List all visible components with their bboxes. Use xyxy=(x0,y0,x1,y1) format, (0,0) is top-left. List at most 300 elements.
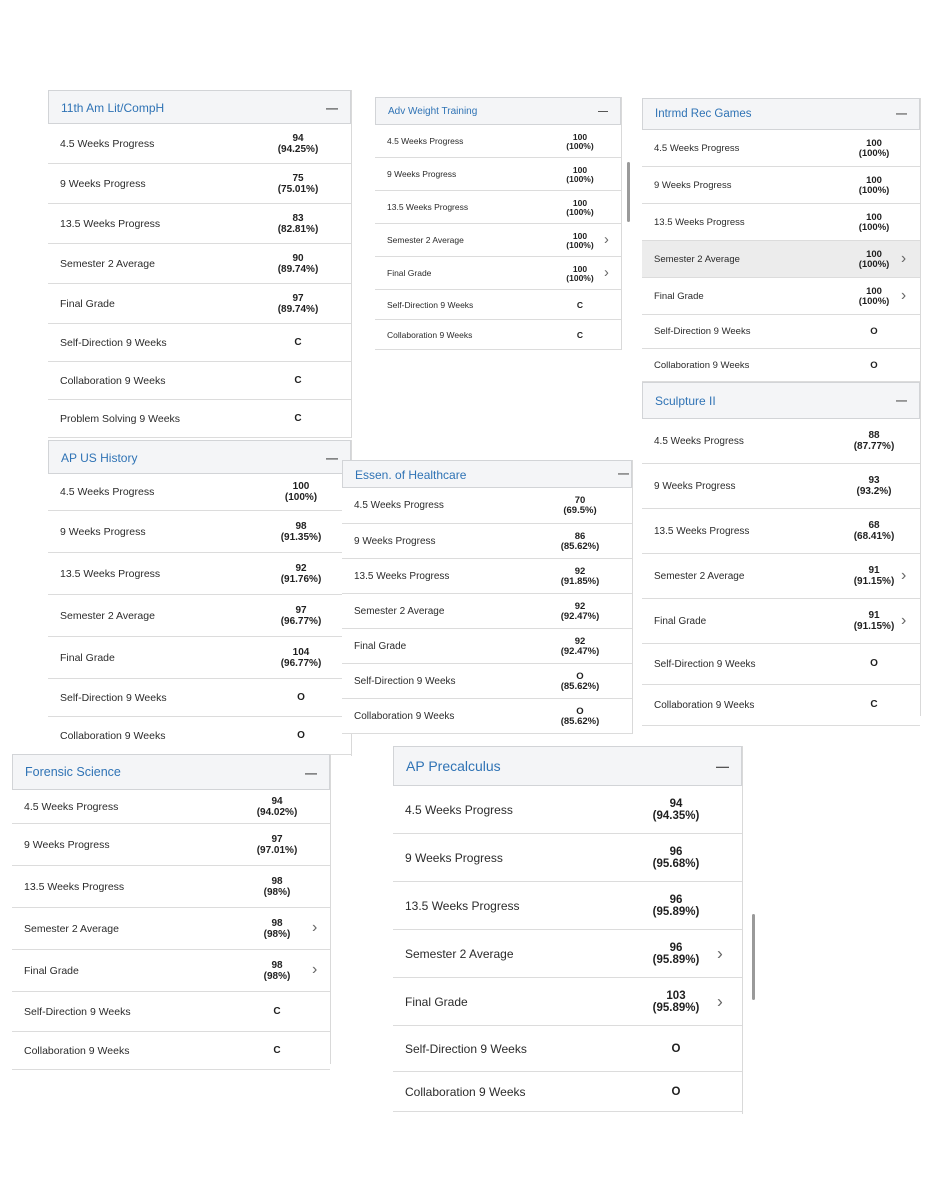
collapse-icon[interactable]: — xyxy=(716,759,729,774)
grade-value xyxy=(266,522,336,543)
grade-percent: (91.76%) xyxy=(280,573,322,585)
grade-percent: (100%) xyxy=(858,184,890,196)
grade-period-label: Final Grade xyxy=(654,616,707,627)
grade-period-label: Problem Solving 9 Weeks xyxy=(60,413,181,425)
grade-number: 100 xyxy=(866,138,882,149)
grade-percent: (100%) xyxy=(858,147,890,159)
grade-number: 91 xyxy=(868,610,880,621)
course-header[interactable] xyxy=(48,440,351,474)
course-card-sculpture xyxy=(642,382,921,716)
grade-row[interactable] xyxy=(342,559,632,594)
grade-period-label: Collaboration 9 Weeks xyxy=(387,330,473,340)
grade-row[interactable] xyxy=(642,315,920,349)
grade-value xyxy=(545,532,615,552)
grade-value xyxy=(839,566,909,587)
grade-number: 92 xyxy=(295,563,307,574)
grade-value xyxy=(545,133,615,151)
grade-value xyxy=(242,877,312,898)
grade-row[interactable] xyxy=(12,908,330,950)
grade-value xyxy=(839,476,909,497)
grade-period-label: 4.5 Weeks Progress xyxy=(60,486,155,498)
grade-number: C xyxy=(273,1006,281,1017)
grade-value xyxy=(545,567,615,587)
grade-number: 98 xyxy=(295,521,307,532)
grade-period-label: 13.5 Weeks Progress xyxy=(60,568,161,580)
grade-value xyxy=(242,919,312,940)
grade-value xyxy=(839,521,909,542)
grade-period-label: Final Grade xyxy=(387,268,432,278)
grade-row[interactable] xyxy=(642,278,920,315)
grade-percent: (100%) xyxy=(858,258,890,270)
grade-number: 98 xyxy=(271,876,283,887)
grade-row[interactable] xyxy=(12,950,330,992)
course-card-healthcare xyxy=(342,460,633,734)
grade-period-label: 13.5 Weeks Progress xyxy=(24,881,125,893)
chevron-right-icon[interactable]: › xyxy=(604,232,609,248)
grade-number: O xyxy=(870,360,878,371)
grade-number: 103 xyxy=(666,990,686,1002)
grade-row[interactable] xyxy=(48,717,351,755)
grade-row[interactable] xyxy=(642,419,920,464)
grade-value xyxy=(839,700,909,711)
grade-value xyxy=(839,361,909,371)
grade-row[interactable] xyxy=(393,834,742,882)
grade-percent: (94.02%) xyxy=(256,806,298,818)
grade-period-label: 4.5 Weeks Progress xyxy=(405,803,513,817)
chevron-right-icon[interactable]: › xyxy=(901,250,907,267)
grade-percent: (85.62%) xyxy=(560,540,600,552)
grade-row[interactable] xyxy=(393,882,742,930)
grade-value xyxy=(641,942,711,966)
grade-percent: (98%) xyxy=(263,928,291,940)
grade-period-label: Self-Direction 9 Weeks xyxy=(654,659,756,670)
grade-percent: (85.62%) xyxy=(560,680,600,692)
grade-period-label: Final Grade xyxy=(60,652,115,664)
grade-period-label: 4.5 Weeks Progress xyxy=(387,136,464,146)
grade-period-label: Collaboration 9 Weeks xyxy=(654,700,755,711)
grade-row[interactable] xyxy=(48,362,351,400)
course-card-us-history xyxy=(48,440,352,756)
grade-row[interactable] xyxy=(642,554,920,599)
grade-percent: (91.15%) xyxy=(853,620,895,632)
chevron-right-icon[interactable]: › xyxy=(901,287,907,304)
grade-number: 100 xyxy=(292,481,310,492)
grade-row[interactable] xyxy=(48,511,351,553)
chevron-right-icon[interactable]: › xyxy=(901,567,907,584)
grade-number: O xyxy=(671,1086,681,1098)
course-title[interactable]: Intrmd Rec Games xyxy=(655,108,752,120)
grade-period-label: 9 Weeks Progress xyxy=(405,851,503,865)
grade-row[interactable] xyxy=(12,866,330,908)
grade-row[interactable] xyxy=(642,644,920,685)
grade-row[interactable] xyxy=(375,320,621,350)
grade-number: 70 xyxy=(574,495,586,506)
grade-period-label: 9 Weeks Progress xyxy=(387,169,457,179)
grade-number: C xyxy=(294,375,302,386)
grade-value xyxy=(263,376,333,387)
grade-row[interactable] xyxy=(642,685,920,726)
grade-row[interactable] xyxy=(393,930,742,978)
grade-period-label: Collaboration 9 Weeks xyxy=(24,1045,130,1057)
grade-percent: (94.25%) xyxy=(277,143,319,155)
grade-value xyxy=(263,294,333,315)
grade-percent: (100%) xyxy=(284,491,318,503)
grade-period-label: 4.5 Weeks Progress xyxy=(24,801,119,813)
grade-period-label: 9 Weeks Progress xyxy=(24,839,110,851)
course-header[interactable] xyxy=(393,746,742,786)
course-header[interactable] xyxy=(48,90,351,124)
grade-number: 97 xyxy=(295,605,307,616)
grade-row[interactable] xyxy=(342,594,632,629)
grade-row[interactable] xyxy=(393,1026,742,1072)
grade-row[interactable] xyxy=(375,125,621,158)
grade-percent: (87.77%) xyxy=(853,440,895,452)
grade-number: 100 xyxy=(572,198,588,208)
collapse-icon[interactable]: — xyxy=(598,106,608,117)
course-header[interactable] xyxy=(642,382,920,419)
grade-percent: (100%) xyxy=(566,239,594,250)
grade-value xyxy=(266,648,336,669)
grade-row[interactable] xyxy=(48,284,351,324)
grade-row[interactable] xyxy=(642,167,920,204)
grade-number: O xyxy=(870,326,878,337)
grade-row[interactable] xyxy=(375,191,621,224)
grade-row[interactable] xyxy=(393,786,742,834)
grade-value xyxy=(263,414,333,425)
grade-period-label: Semester 2 Average xyxy=(60,610,155,622)
grade-period-label: 9 Weeks Progress xyxy=(654,180,732,191)
grade-number: C xyxy=(294,413,302,424)
grade-value xyxy=(641,846,711,870)
grade-percent: (85.62%) xyxy=(560,715,600,727)
grade-row[interactable] xyxy=(393,978,742,1026)
grade-value xyxy=(545,496,615,516)
grade-number: 75 xyxy=(292,173,304,184)
weight-training-scrollbar[interactable] xyxy=(627,162,630,222)
grade-row[interactable] xyxy=(48,204,351,244)
course-header[interactable] xyxy=(642,98,920,130)
grade-period-label: Semester 2 Average xyxy=(654,571,745,582)
grade-period-label: 9 Weeks Progress xyxy=(60,526,146,538)
grade-period-label: 9 Weeks Progress xyxy=(654,481,736,492)
grade-number: C xyxy=(576,330,584,340)
course-card-rec-games xyxy=(642,98,921,382)
grade-period-label: 4.5 Weeks Progress xyxy=(354,500,444,511)
grade-percent: (89.74%) xyxy=(277,303,319,315)
course-title[interactable]: 11th Am Lit/CompH xyxy=(61,101,165,115)
grade-percent: (100%) xyxy=(566,206,594,217)
grade-value xyxy=(839,659,909,670)
course-title[interactable]: AP Precalculus xyxy=(406,758,501,774)
grade-value xyxy=(266,482,336,503)
grade-period-label: Semester 2 Average xyxy=(60,258,155,270)
collapse-icon[interactable]: — xyxy=(326,101,338,115)
grade-period-label: 13.5 Weeks Progress xyxy=(354,571,450,582)
grade-value xyxy=(263,214,333,235)
grade-value xyxy=(263,338,333,349)
grade-percent: (92.47%) xyxy=(560,645,600,657)
grade-period-label: Final Grade xyxy=(405,995,468,1009)
grade-value xyxy=(839,327,909,337)
grade-number: 104 xyxy=(292,647,310,658)
grade-number: C xyxy=(870,699,878,710)
grade-period-label: 9 Weeks Progress xyxy=(354,536,436,547)
grade-number: 68 xyxy=(868,520,880,531)
grade-number: O xyxy=(671,1043,681,1055)
grade-percent: (100%) xyxy=(858,295,890,307)
grade-percent: (91.85%) xyxy=(560,575,600,587)
grade-period-label: Semester 2 Average xyxy=(354,606,445,617)
grade-period-label: 4.5 Weeks Progress xyxy=(654,436,744,447)
chevron-right-icon[interactable]: › xyxy=(312,961,318,978)
grade-value xyxy=(266,606,336,627)
grade-value xyxy=(545,602,615,622)
grade-value xyxy=(641,990,711,1014)
grade-number: 96 xyxy=(669,942,683,954)
grade-period-label: Self-Direction 9 Weeks xyxy=(654,326,751,337)
grade-value xyxy=(839,431,909,452)
grade-number: O xyxy=(297,692,305,703)
grade-row[interactable] xyxy=(642,509,920,554)
grade-number: 100 xyxy=(572,165,588,175)
grade-value xyxy=(545,331,615,340)
grade-period-label: Semester 2 Average xyxy=(24,923,119,935)
grade-number: 92 xyxy=(574,601,586,612)
grade-period-label: 13.5 Weeks Progress xyxy=(405,899,520,913)
grade-value xyxy=(545,199,615,217)
grade-number: 94 xyxy=(292,133,304,144)
grade-row[interactable] xyxy=(642,241,920,278)
grade-row[interactable] xyxy=(48,474,351,511)
grade-value xyxy=(263,254,333,275)
grade-percent: (95.89%) xyxy=(652,1002,700,1015)
grade-value xyxy=(242,1046,312,1057)
grade-number: 90 xyxy=(292,253,304,264)
collapse-icon[interactable]: — xyxy=(896,108,907,120)
grade-period-label: Collaboration 9 Weeks xyxy=(60,375,166,387)
grade-row[interactable] xyxy=(48,164,351,204)
grade-number: 94 xyxy=(669,798,683,810)
grade-period-label: 4.5 Weeks Progress xyxy=(654,143,740,154)
grade-percent: (95.68%) xyxy=(652,858,700,871)
grade-period-label: 4.5 Weeks Progress xyxy=(60,138,155,150)
grade-row[interactable] xyxy=(642,464,920,509)
course-title[interactable]: Sculpture II xyxy=(655,394,716,408)
grade-percent: (92.47%) xyxy=(560,610,600,622)
grade-row[interactable] xyxy=(48,324,351,362)
grade-number: 98 xyxy=(271,960,283,971)
grade-period-label: 13.5 Weeks Progress xyxy=(60,218,161,230)
grade-percent: (95.89%) xyxy=(652,954,700,967)
grade-value xyxy=(839,611,909,632)
grade-period-label: Final Grade xyxy=(354,641,407,652)
grade-period-label: Self-Direction 9 Weeks xyxy=(24,1006,131,1018)
grade-row[interactable] xyxy=(48,244,351,284)
grade-row[interactable] xyxy=(342,524,632,559)
grade-value xyxy=(266,731,336,742)
grade-row[interactable] xyxy=(342,664,632,699)
grade-row[interactable] xyxy=(642,599,920,644)
grade-number: 97 xyxy=(292,293,304,304)
grade-value xyxy=(641,894,711,918)
grade-percent: (100%) xyxy=(566,272,594,283)
grade-percent: (98%) xyxy=(263,970,291,982)
grade-row[interactable] xyxy=(48,637,351,679)
grade-number: 96 xyxy=(669,894,683,906)
grade-value xyxy=(266,564,336,585)
grade-value xyxy=(839,250,909,270)
grade-number: O xyxy=(870,658,878,669)
grade-percent: (95.89%) xyxy=(652,906,700,919)
grade-percent: (69.5%) xyxy=(563,504,597,516)
course-title[interactable]: Essen. of Healthcare xyxy=(355,468,467,482)
course-header[interactable] xyxy=(12,754,330,790)
grade-row[interactable] xyxy=(375,224,621,257)
grade-row[interactable] xyxy=(375,158,621,191)
grade-percent: (68.41%) xyxy=(853,530,895,542)
grade-number: C xyxy=(576,300,584,310)
grade-row[interactable] xyxy=(642,349,920,382)
grade-number: O xyxy=(297,730,305,741)
grade-row[interactable] xyxy=(48,124,351,164)
grade-row[interactable] xyxy=(342,488,632,524)
grade-percent: (100%) xyxy=(566,173,594,184)
grade-row[interactable] xyxy=(342,699,632,734)
precalculus-scrollbar[interactable] xyxy=(752,914,755,1000)
grade-number: O xyxy=(576,706,584,717)
grade-value xyxy=(242,961,312,982)
grade-value xyxy=(263,134,333,155)
grade-number: 100 xyxy=(572,231,588,241)
grade-row[interactable] xyxy=(642,130,920,167)
grade-period-label: 13.5 Weeks Progress xyxy=(387,202,469,212)
grade-number: 100 xyxy=(866,286,882,297)
grade-row[interactable] xyxy=(642,204,920,241)
collapse-icon[interactable]: — xyxy=(618,468,629,480)
grade-percent: (91.35%) xyxy=(280,531,322,543)
grade-number: 93 xyxy=(868,475,880,486)
grade-number: 100 xyxy=(572,264,588,274)
course-title[interactable]: Adv Weight Training xyxy=(388,106,478,117)
grade-value xyxy=(641,798,711,822)
grade-value xyxy=(266,693,336,704)
grade-number: 97 xyxy=(271,834,283,845)
grade-number: C xyxy=(273,1045,281,1056)
chevron-right-icon[interactable]: › xyxy=(312,919,318,936)
grade-period-label: Collaboration 9 Weeks xyxy=(354,711,455,722)
grade-value xyxy=(641,1043,711,1055)
collapse-icon[interactable]: — xyxy=(896,395,907,407)
grade-number: 94 xyxy=(271,796,283,807)
grade-percent: (100%) xyxy=(858,221,890,233)
grade-row[interactable] xyxy=(48,553,351,595)
grade-period-label: Semester 2 Average xyxy=(387,235,464,245)
grade-value xyxy=(242,835,312,856)
grade-number: 86 xyxy=(574,531,586,542)
grade-row[interactable] xyxy=(12,790,330,824)
grade-value xyxy=(839,213,909,233)
collapse-icon[interactable]: — xyxy=(326,451,338,465)
grade-number: 100 xyxy=(866,249,882,260)
grade-percent: (96.77%) xyxy=(280,615,322,627)
grade-period-label: Collaboration 9 Weeks xyxy=(405,1085,526,1099)
grade-period-label: Collaboration 9 Weeks xyxy=(60,730,166,742)
grade-number: 92 xyxy=(574,566,586,577)
grade-percent: (98%) xyxy=(263,886,291,898)
grade-period-label: Self-Direction 9 Weeks xyxy=(405,1042,527,1056)
grade-percent: (89.74%) xyxy=(277,263,319,275)
grade-row[interactable] xyxy=(48,400,351,438)
chevron-right-icon[interactable]: › xyxy=(717,991,723,1011)
grade-number: C xyxy=(294,337,302,348)
chevron-right-icon[interactable]: › xyxy=(901,612,907,629)
grade-row[interactable] xyxy=(342,629,632,664)
grade-row[interactable] xyxy=(375,290,621,320)
grade-row[interactable] xyxy=(375,257,621,290)
grade-percent: (94.35%) xyxy=(652,810,700,823)
grade-period-label: Self-Direction 9 Weeks xyxy=(354,676,456,687)
grade-number: O xyxy=(576,671,584,682)
grade-percent: (82.81%) xyxy=(277,223,319,235)
grade-period-label: Collaboration 9 Weeks xyxy=(654,360,750,371)
grade-period-label: 13.5 Weeks Progress xyxy=(654,217,745,228)
grade-number: 92 xyxy=(574,636,586,647)
grade-row[interactable] xyxy=(12,824,330,866)
grade-period-label: Final Grade xyxy=(654,291,704,302)
grade-value xyxy=(545,672,615,692)
course-title[interactable]: AP US History xyxy=(61,451,138,465)
grade-number: 100 xyxy=(572,132,588,142)
grade-value xyxy=(545,637,615,657)
course-card-forensic-science xyxy=(12,754,331,1064)
chevron-right-icon[interactable]: › xyxy=(717,943,723,963)
grade-period-label: Self-Direction 9 Weeks xyxy=(60,337,167,349)
grade-row[interactable] xyxy=(393,1072,742,1112)
grade-period-label: Final Grade xyxy=(24,965,79,977)
grade-value xyxy=(839,176,909,196)
grade-row[interactable] xyxy=(48,595,351,637)
course-card-am-lit xyxy=(48,90,352,438)
grade-period-label: Final Grade xyxy=(60,298,115,310)
course-card-ap-precalculus xyxy=(393,746,743,1114)
grade-value xyxy=(839,287,909,307)
grade-number: 96 xyxy=(669,846,683,858)
grade-number: 91 xyxy=(868,565,880,576)
grade-value xyxy=(839,139,909,159)
grade-period-label: Semester 2 Average xyxy=(654,254,740,265)
grade-row[interactable] xyxy=(12,992,330,1032)
course-title[interactable]: Forensic Science xyxy=(25,765,121,779)
grade-percent: (93.2%) xyxy=(856,485,892,497)
grade-value xyxy=(545,707,615,727)
grade-period-label: Self-Direction 9 Weeks xyxy=(387,300,474,310)
chevron-right-icon[interactable]: › xyxy=(604,265,609,281)
grade-period-label: 9 Weeks Progress xyxy=(60,178,146,190)
grade-number: 88 xyxy=(868,430,880,441)
grade-value xyxy=(545,166,615,184)
grade-row[interactable] xyxy=(12,1032,330,1070)
grade-row[interactable] xyxy=(48,679,351,717)
grade-number: 100 xyxy=(866,212,882,223)
course-header[interactable] xyxy=(342,460,632,488)
collapse-icon[interactable]: — xyxy=(305,766,317,780)
grade-period-label: 13.5 Weeks Progress xyxy=(654,526,750,537)
grade-number: 98 xyxy=(271,918,283,929)
course-header[interactable] xyxy=(375,97,621,125)
grade-percent: (97.01%) xyxy=(256,844,298,856)
grade-value xyxy=(263,174,333,195)
grade-percent: (75.01%) xyxy=(277,183,319,195)
